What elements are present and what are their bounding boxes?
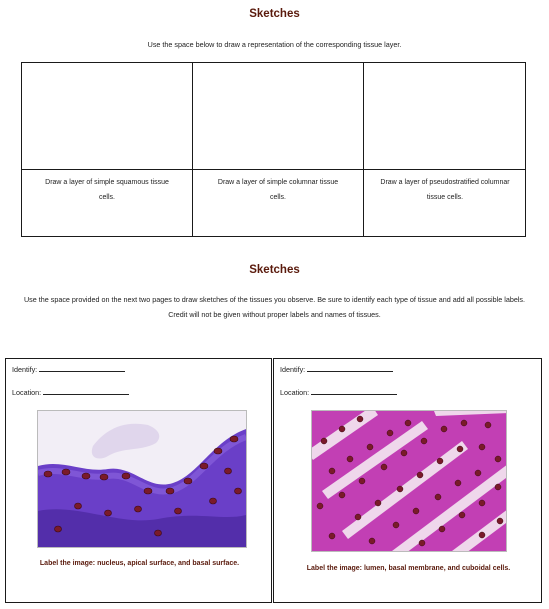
image-label-instruction: Label the image: nucleus, apical surface, and basal surface. (39, 560, 240, 567)
location-label: Location: (280, 388, 310, 397)
sketch-cell-pseudostratified[interactable] (364, 63, 526, 236)
identify-blank[interactable] (39, 364, 125, 372)
section1-instruction: Use the space below to draw a representation of the corresponding tissue layer. (147, 40, 402, 49)
divider (364, 169, 526, 170)
location-label: Location: (12, 388, 42, 397)
image-label-instruction: Label the image: lumen, basal membrane, and cuboidal cells. (306, 565, 511, 572)
divider (22, 169, 192, 170)
divider (193, 169, 363, 170)
identify-field[interactable] (280, 364, 393, 374)
section2-instruction: Use the space provided on the next two pages to draw sketches of the tissues you observe. Be sure to identify each type of tissue and add all possible labels. Credit will not be given without proper labels and names of tissues. (23, 295, 526, 319)
section2-title: Sketches (249, 264, 300, 276)
location-field[interactable] (12, 387, 129, 397)
identify-label: Identify: (12, 365, 38, 374)
location-blank[interactable] (311, 387, 397, 395)
identify-label: Identify: (280, 365, 306, 374)
location-field[interactable] (280, 387, 397, 397)
sketch-cell-simple-squamous[interactable] (22, 63, 193, 236)
sketch-cell-caption: Draw a layer of pseudostratified columnar tissue cells. (380, 179, 510, 201)
identify-field[interactable] (12, 364, 125, 374)
section1-title: Sketches (249, 8, 300, 20)
epithelium-image (38, 411, 246, 547)
sketch-cell-caption: Draw a layer of simple columnar tissue cells. (217, 179, 339, 201)
stratified-epithelium-micrograph (37, 410, 247, 548)
sketch-table (21, 62, 526, 237)
location-blank[interactable] (43, 387, 129, 395)
identify-panel-right (273, 358, 542, 603)
identify-panel-left (5, 358, 272, 603)
sketch-cell-caption: Draw a layer of simple squamous tissue cells. (45, 179, 169, 201)
identify-blank[interactable] (307, 364, 393, 372)
tubules-image (312, 411, 506, 551)
kidney-tubules-micrograph (311, 410, 507, 552)
sketch-cell-simple-columnar[interactable] (193, 63, 364, 236)
